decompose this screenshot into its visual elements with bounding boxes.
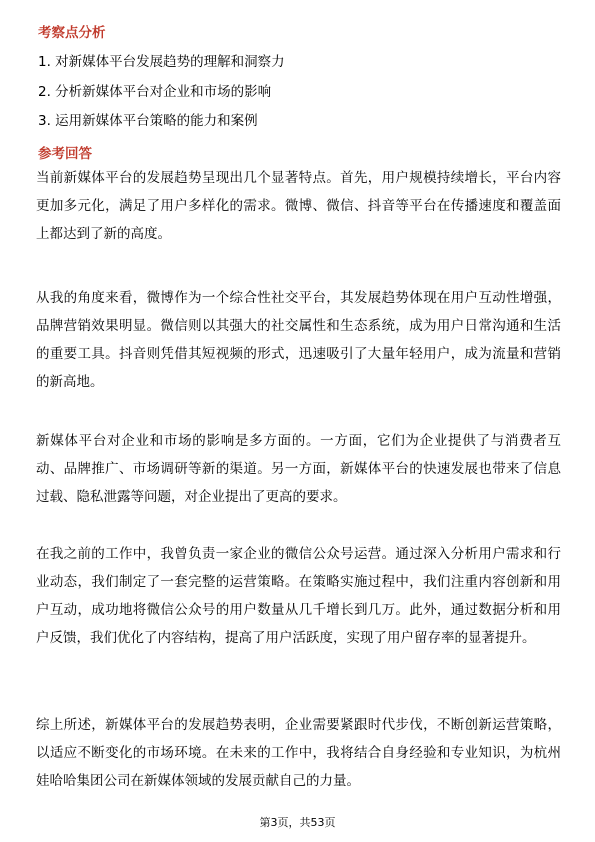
answer-paragraph-2: 从我的角度来看，微博作为一个综合性社交平台，其发展趋势体现在用户互动性增强，品牌营销效果明显。微信则以其强大的社交属性和生态系统，成为用户日常沟通和生活的重要工具。抖音则凭借其短视频的形式，迅速吸引了大量年轻用户，成为流量和营销的新高地。 (36, 290, 561, 390)
answer-paragraph-1: 当前新媒体平台的发展趋势呈现出几个显著特点。首先，用户规模持续增长，平台内容更加多元化，满足了用户多样化的需求。微博、微信、抖音等平台在传播速度和覆盖面上都达到了新的高度。 (36, 170, 561, 242)
answer-paragraph-3: 新媒体平台对企业和市场的影响是多方面的。一方面，它们为企业提供了与消费者互动、品牌推广、市场调研等新的渠道。另一方面，新媒体平台的快速发展也带来了信息过载、隐私泄露等问题，对企业提出了更高的要求。 (36, 433, 561, 505)
page-number: 第3页，共53页 (259, 816, 336, 829)
analysis-item-2: 2. 分析新媒体平台对企业和市场的影响 (38, 84, 272, 100)
analysis-heading: 考察点分析 (38, 25, 106, 41)
analysis-item-3: 3. 运用新媒体平台策略的能力和案例 (38, 113, 258, 129)
analysis-item-1: 1. 对新媒体平台发展趋势的理解和洞察力 (38, 54, 285, 70)
answer-paragraph-4: 在我之前的工作中，我曾负责一家企业的微信公众号运营。通过深入分析用户需求和行业动态，我们制定了一套完整的运营策略。在策略实施过程中，我们注重内容创新和用户互动，成功地将微信公众号的用户数量从几千增长到几万。此外，通过数据分析和用户反馈，我们优化了内容结构，提高了用户活跃度，实现了用户留存率的显著提升。 (36, 546, 561, 646)
answer-paragraph-5: 综上所述，新媒体平台的发展趋势表明，企业需要紧跟时代步伐，不断创新运营策略，以适应不断变化的市场环境。在未来的工作中，我将结合自身经验和专业知识，为杭州娃哈哈集团公司在新媒体领域的发展贡献自己的力量。 (36, 717, 561, 789)
answer-heading: 参考回答 (38, 146, 92, 162)
